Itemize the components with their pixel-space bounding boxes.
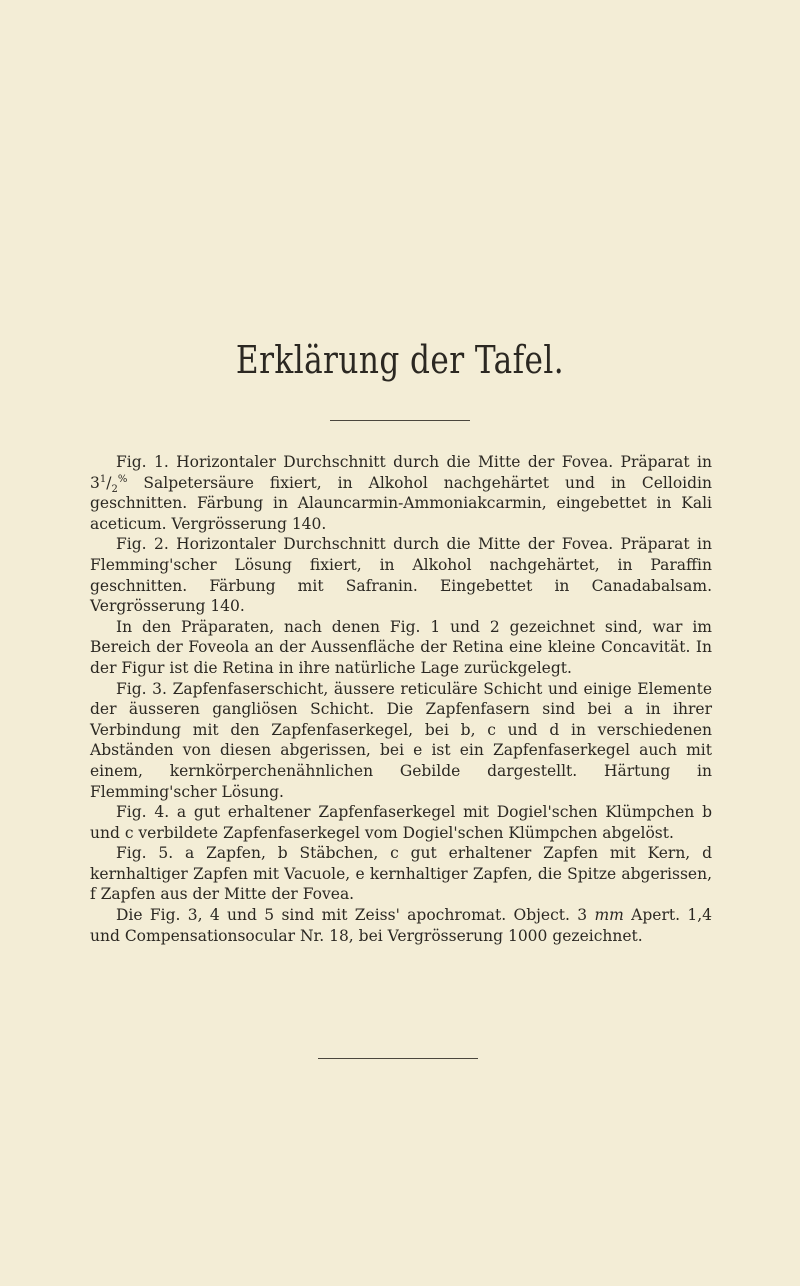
paragraph-magnification: [90, 905, 712, 946]
fraction-denominator: 2: [111, 483, 118, 495]
paragraph-note: In den Präparaten, nach denen Fig. 1 und 2 gezeichnet sind, war im Bereich der Foveola an der Aussenfläche der Retina eine kleine Concavität. In der Figur ist die Retina in ihre natürliche Lage zurückgelegt.: [90, 617, 712, 677]
mag-text-end: Apert. 1,4 und Compensationsocular Nr. 18, bei Vergrösserung 1000 gezeichnet.: [90, 906, 713, 945]
mag-text-start: Die Fig. 3, 4 und 5 sind mit Zeiss' apochromat. Object. 3: [116, 906, 595, 925]
fig1-text-start: Fig. 1. Horizontaler Durchschnitt durch die Mitte der Fovea. Präparat in 3: [90, 453, 712, 492]
figure-explanations: [90, 452, 712, 946]
divider-bottom: [318, 1058, 478, 1059]
fraction-numerator: 1: [99, 473, 107, 485]
paragraph-fig2: Fig. 2. Horizontaler Durchschnitt durch die Mitte der Fovea. Präparat in Flemming'scher Lösung fixiert, in Alkohol nachgehärtet, in Paraffin geschnitten. Färbung mit Safranin. Eingebettet in Canadabalsam. Vergrösserung 140.: [90, 535, 712, 616]
paragraph-fig5: Fig. 5. a Zapfen, b Stäbchen, c gut erhaltener Zapfen mit Kern, d kernhaltiger Zapfen mit Vacuole, e kernhaltiger Zapfen, die Spitze abgerissen, f Zapfen aus der Mitte der Fovea.: [90, 844, 712, 904]
divider-top: [330, 420, 470, 421]
page-title: Erklärung der Tafel.: [235, 338, 565, 382]
paragraph-fig4: Fig. 4. a gut erhaltener Zapfenfaserkegel mit Dogiel'schen Klümpchen b und c verbildete Zapfenfaserkegel vom Dogiel'schen Klümpchen abgelöst.: [90, 803, 712, 842]
fraction-slash: /: [106, 473, 112, 492]
paragraph-fig3: Fig. 3. Zapfenfaserschicht, äussere reticuläre Schicht und einige Elemente der äusseren gangliösen Schicht. Die Zapfenfasern sind bei a in ihrer Verbindung mit den Zapfenfaserkegel, bei b, c und d in verschiedenen Abständen von diesen abgerissen, bei e ist ein Zapfenfaserkegel auch mit einem, kernkörperchenähnlichen Gebilde dargestellt. Härtung in Flemming'scher Lösung.: [90, 679, 712, 801]
fig1-text-end: Salpetersäure fixiert, in Alkohol nachgehärtet und in Celloidin geschnitten. Färbung in Alauncarmin-Ammoniakcarmin, eingebettet in Kali aceticum. Vergrösserung 140.: [90, 473, 712, 533]
paragraph-fig1: [90, 452, 712, 534]
percent-sign: %: [117, 473, 128, 485]
unit-mm: mm: [594, 906, 624, 925]
